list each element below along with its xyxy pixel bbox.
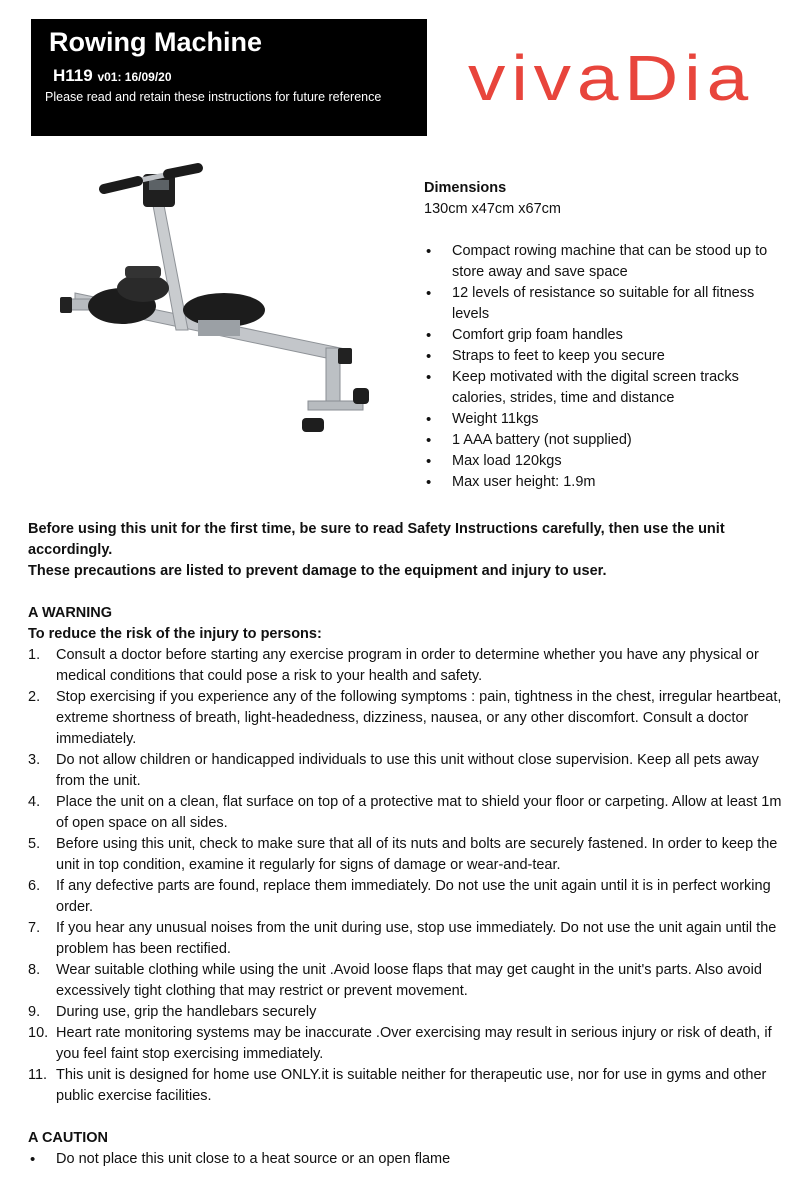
warning-item xyxy=(28,645,788,687)
warning-item xyxy=(28,1023,788,1065)
item-text: Place the unit on a clean, flat surface on top of a protective mat to shield your floor or carpeting. Allow at least 1m of open space on all sides. xyxy=(56,794,782,831)
specifications xyxy=(424,178,784,493)
dimensions-value: 130cm x47cm x67cm xyxy=(424,201,561,217)
intro-precautions: These precautions are listed to prevent damage to the equipment and injury to user. xyxy=(28,563,607,579)
feature-item: • Weight 11kgs xyxy=(424,409,784,430)
caution-item: • Do not place this unit close to a heat source or an open flame xyxy=(28,1149,788,1170)
warning-item xyxy=(28,792,788,834)
vivadia-logo xyxy=(466,36,766,118)
item-text: Heart rate monitoring systems may be inaccurate .Over exercising may result in serious injury or risk of death, if you feel faint stop exercising immediately. xyxy=(56,1025,772,1062)
model-line xyxy=(53,66,172,86)
warning-item xyxy=(28,1065,788,1107)
warning-item xyxy=(28,876,788,918)
warning-item xyxy=(28,834,788,876)
intro-read-first: Before using this unit for the first time, be sure to read Safety Instructions carefully, then use the unit accordingly. xyxy=(28,521,725,558)
caution-heading: A CAUTION xyxy=(28,1130,109,1146)
item-text: Consult a doctor before starting any exercise program in order to determine whether you have any physical or medical conditions that could pose a risk to your health and safety. xyxy=(56,647,759,684)
safety-section xyxy=(28,519,788,1170)
warning-subheading: To reduce the risk of the injury to persons: xyxy=(28,626,322,642)
item-text: During use, grip the handlebars securely xyxy=(56,1004,317,1020)
item-text: If you hear any unusual noises from the unit during use, stop use immediately. Do not use the unit again until the problem has been rectified. xyxy=(56,920,777,957)
item-text: Do not allow children or handicapped individuals to use this unit without close supervision. Keep all pets away from the unit. xyxy=(56,752,759,789)
caution-list xyxy=(28,1149,788,1170)
version-label: v01: 16/09/20 xyxy=(97,70,172,84)
item-text: This unit is designed for home use ONLY.it is suitable neither for therapeutic use, nor for use in gyms and other public exercise facilities. xyxy=(56,1067,767,1104)
item-number: 6. xyxy=(28,878,41,894)
item-number: 3. xyxy=(28,752,41,768)
feature-item: • Comfort grip foam handles xyxy=(424,325,784,346)
item-number: 8. xyxy=(28,962,41,978)
feature-item: • 1 AAA battery (not supplied) xyxy=(424,430,784,451)
item-text: Before using this unit, check to make sure that all of its nuts and bolts are securely fastened. In order to keep the unit in top condition, examine it regularly for signs of damage or wear-and-tear. xyxy=(56,836,778,873)
item-number: 1. xyxy=(28,647,41,663)
warning-item xyxy=(28,687,788,750)
item-text: Stop exercising if you experience any of the following symptoms : pain, tightness in the chest, irregular heartbeat, extreme shortness of breath, light-headedness, dizziness, nausea, or any other discomfort. Consult a doctor immediately. xyxy=(56,689,782,747)
item-text: If any defective parts are found, replace them immediately. Do not use the unit again until it is in perfect working order. xyxy=(56,878,771,915)
item-number: 4. xyxy=(28,794,41,810)
retain-note: Please read and retain these instructions for future reference xyxy=(45,90,382,104)
model-number: H119 xyxy=(53,66,93,85)
item-number: 2. xyxy=(28,689,41,705)
feature-item: • Max load 120kgs xyxy=(424,451,784,472)
feature-item: • Keep motivated with the digital screen tracks calories, strides, time and distance xyxy=(424,367,784,409)
warning-item xyxy=(28,750,788,792)
item-text: Wear suitable clothing while using the unit .Avoid loose flaps that may get caught in the unit's parts. Also avoid excessively tight clothing that may restrict or prevent movement. xyxy=(56,962,762,999)
feature-item: • Max user height: 1.9m xyxy=(424,472,784,493)
item-number: 5. xyxy=(28,836,41,852)
rowing-machine-image xyxy=(30,160,402,445)
dimensions-title: Dimensions xyxy=(424,180,507,196)
logo-wordmark: vivaDia xyxy=(468,42,754,114)
feature-item: • Straps to feet to keep you secure xyxy=(424,346,784,367)
header-box xyxy=(31,19,427,136)
document-title: Rowing Machine xyxy=(49,27,263,57)
item-number: 9. xyxy=(28,1004,41,1020)
warning-item xyxy=(28,918,788,960)
feature-item: • Compact rowing machine that can be stood up to store away and save space xyxy=(424,241,784,283)
item-number: 10. xyxy=(28,1025,49,1041)
warning-item xyxy=(28,960,788,1002)
feature-item: • 12 levels of resistance so suitable for all fitness levels xyxy=(424,283,784,325)
warning-list xyxy=(28,645,788,1107)
warning-item xyxy=(28,1002,788,1023)
item-number: 11. xyxy=(28,1067,48,1083)
item-number: 7. xyxy=(28,920,41,936)
feature-list xyxy=(424,241,784,493)
warning-heading: A WARNING xyxy=(28,605,113,621)
